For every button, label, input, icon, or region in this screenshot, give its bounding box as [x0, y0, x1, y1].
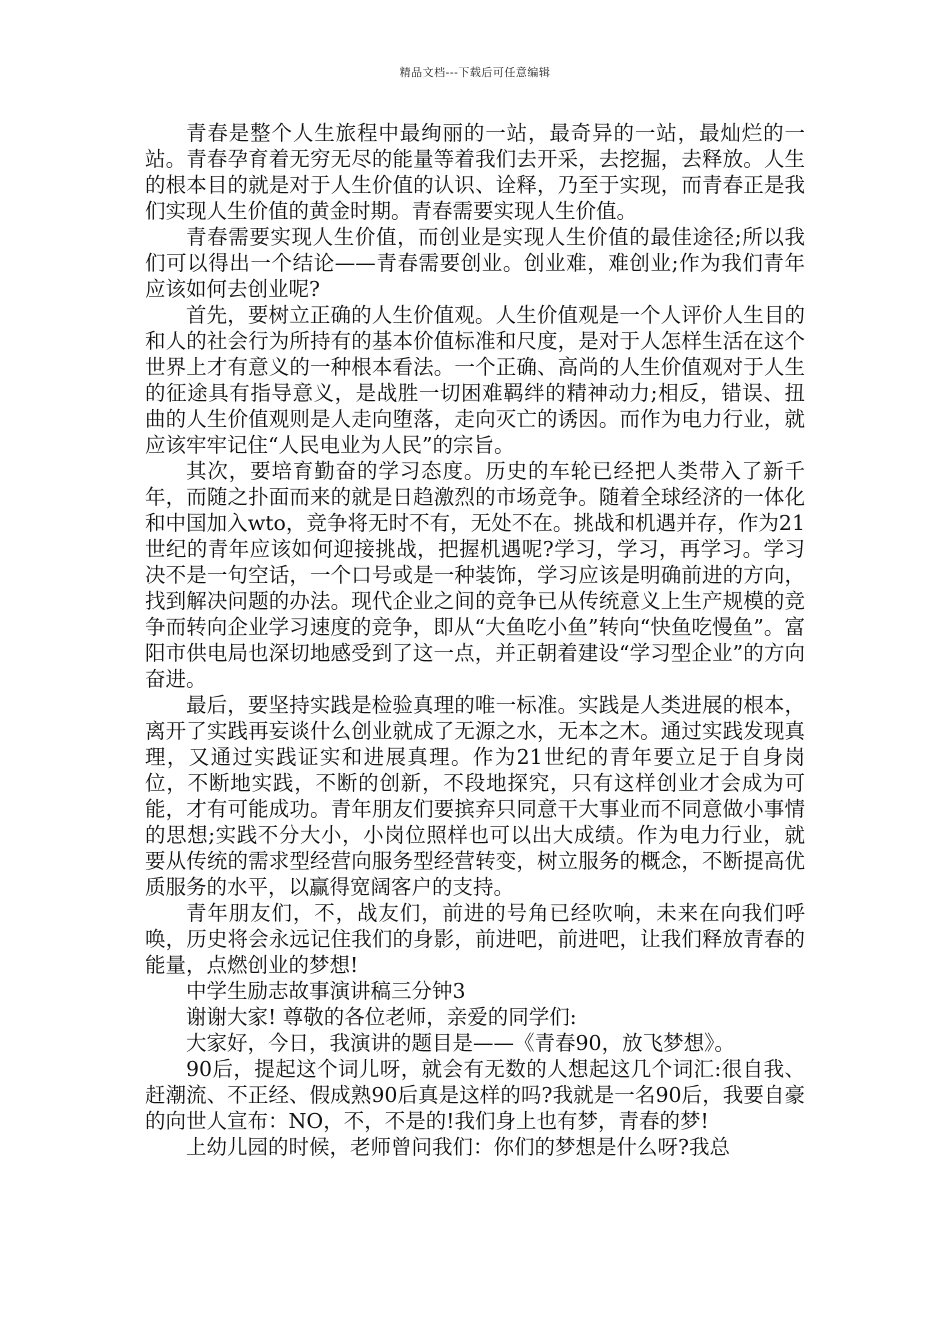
page-header: 精品文档---下载后可任意编辑: [399, 66, 551, 79]
paragraph: 大家好，今日，我演讲的题目是——《青春90，放飞梦想》。: [186, 1031, 735, 1055]
paragraph: 最后，要坚持实践是检验真理的唯一标准。实践是人类进展的根本，离开了实践再妄谈什么创业就成了无源之水，无本之木。通过实践发现真理，又通过实践证实和进展真理。作为21世纪的青年要立足于自身岗位，不断地实践，不断的创新，不段地探究，只有这样创业才会成为可能，才有可能成功。青年朋友们要摈弃只同意干大事业而不同意做小事情的思想;实践不分大小，小岗位照样也可以出大成绩。作为电力行业，就要从传统的需求型经营向服务型经营转变，树立服务的概念，不断提高优质服务的水平，以赢得宽阔客户的支持。: [145, 693, 805, 899]
section-heading: 中学生励志故事演讲稿三分钟3: [186, 979, 466, 1003]
paragraph: 其次，要培育勤奋的学习态度。历史的车轮已经把人类带入了新千年，而随之扑面而来的就是日趋激烈的市场竞争。随着全球经济的一体化和中国加入wto，竞争将无时不有，无处不在。挑战和机遇并存，作为21世纪的青年应该如何迎接挑战，把握机遇呢?学习，学习，再学习。学习决不是一句空话，一个口号或是一种装饰，学习应该是明确前进的方向，找到解决问题的办法。现代企业之间的竞争已从传统意义上生产规模的竞争而转向企业学习速度的竞争，即从“大鱼吃小鱼”转向“快鱼吃慢鱼”。富阳市供电局也深切地感受到了这一点，并正朝着建设“学习型企业”的方向奋进。: [145, 459, 805, 691]
paragraph: 青春是整个人生旅程中最绚丽的一站，最奇异的一站，最灿烂的一站。青春孕育着无穷无尽的能量等着我们去开采，去挖掘，去释放。人生的根本目的就是对于人生价值的认识、诠释，乃至于实现，而青春正是我们实现人生价值的黄金时期。青春需要实现人生价值。: [145, 121, 805, 223]
paragraph: 青年朋友们，不，战友们，前进的号角已经吹响，未来在向我们呼唤，历史将会永远记住我们的身影，前进吧，前进吧，让我们释放青春的能量，点燃创业的梦想!: [145, 901, 805, 977]
paragraph: 谢谢大家! 尊敬的各位老师，亲爱的同学们:: [186, 1005, 577, 1029]
paragraph: 首先，要树立正确的人生价值观。人生价值观是一个人评价人生目的和人的社会行为所持有的基本价值标准和尺度，是对于人怎样生活在这个世界上才有意义的一种根本看法。一个正确、高尚的人生价值观对于人生的征途具有指导意义，是战胜一切困难羁绊的精神动力;相反，错误、扭曲的人生价值观则是人走向堕落，走向灭亡的诱因。而作为电力行业，就应该牢牢记住“人民电业为人民”的宗旨。: [145, 303, 805, 457]
paragraph: 上幼儿园的时候，老师曾问我们：你们的梦想是什么呀?我总: [186, 1135, 730, 1159]
document-body: [145, 120, 805, 1160]
paragraph: 青春需要实现人生价值，而创业是实现人生价值的最佳途径;所以我们可以得出一个结论——青春需要创业。创业难，难创业;作为我们青年应该如何去创业呢?: [145, 225, 805, 301]
paragraph: 90后，提起这个词儿呀，就会有无数的人想起这几个词汇:很自我、赶潮流、不正经、假成熟90后真是这样的吗?我就是一名90后，我要自豪的向世人宣布：NO，不，不是的!我们身上也有梦，青春的梦!: [145, 1057, 805, 1133]
